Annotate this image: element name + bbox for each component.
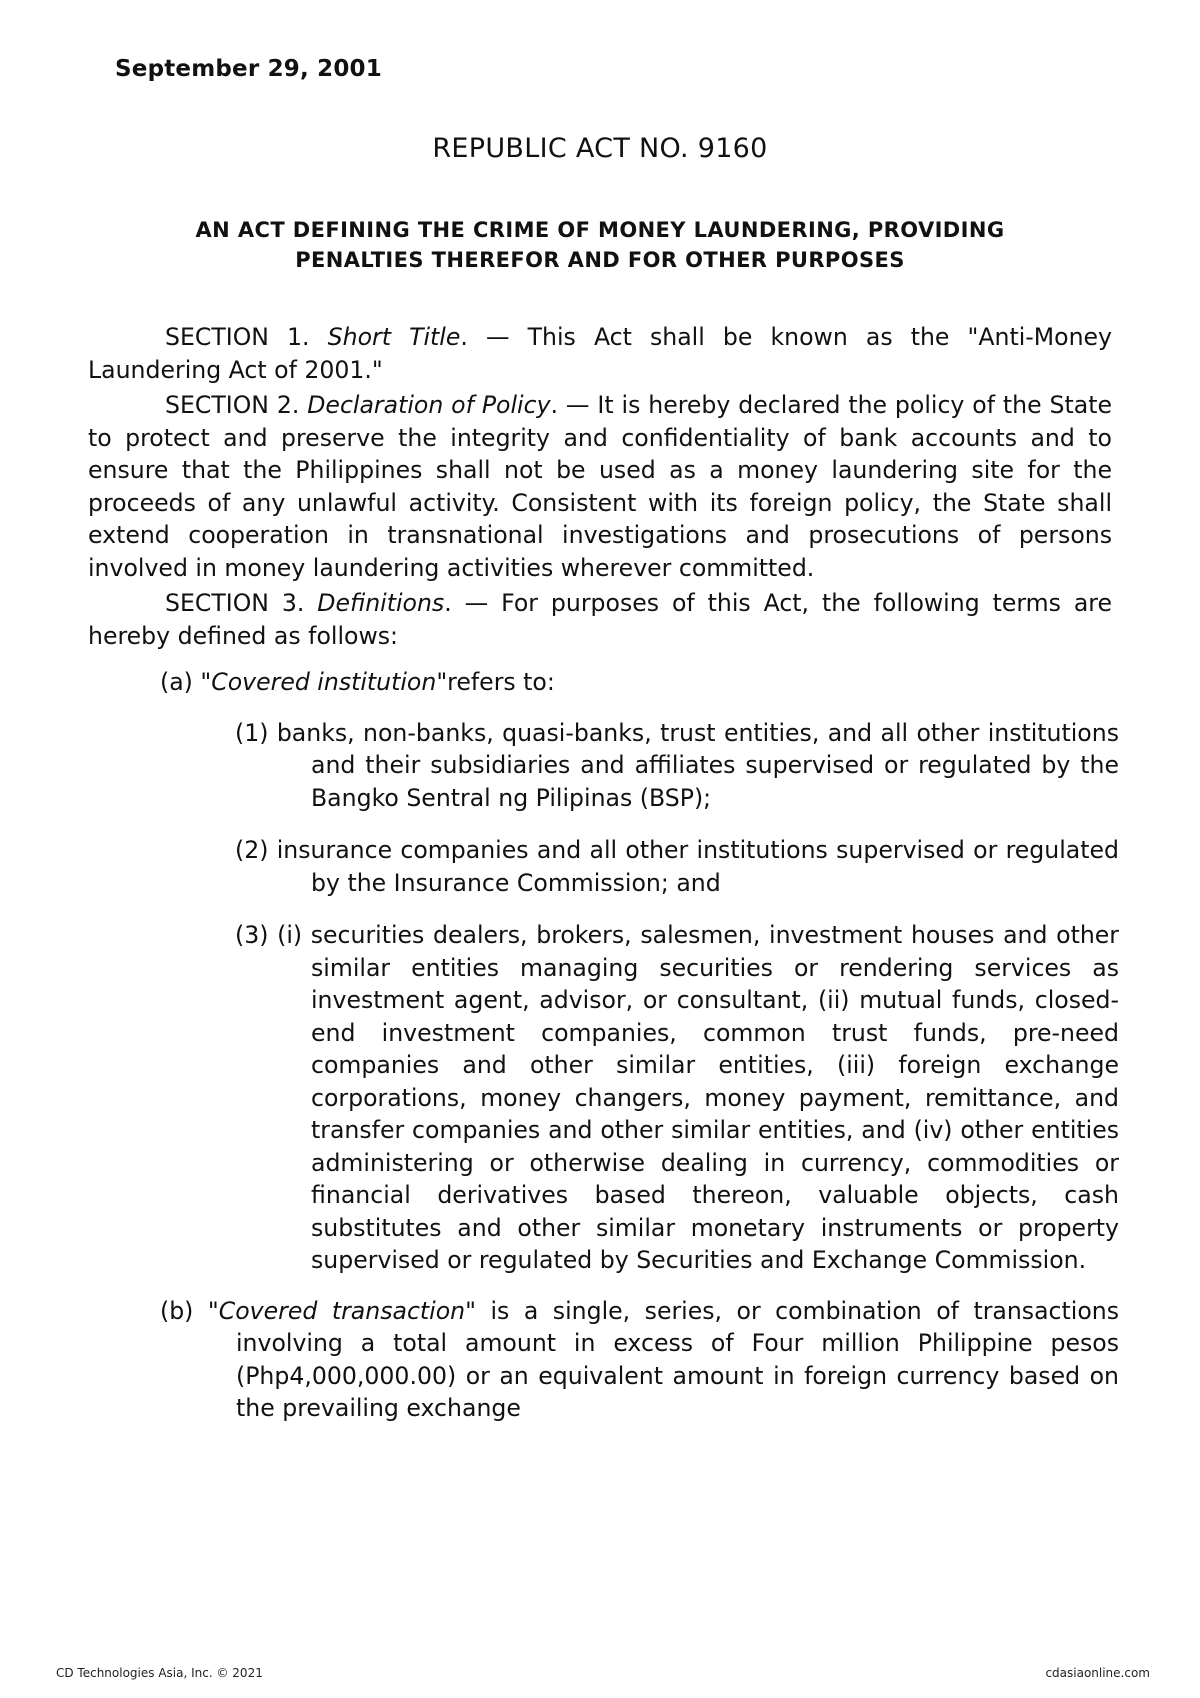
section-number: SECTION 2. [165, 391, 300, 419]
footer-copyright: CD Technologies Asia, Inc. © 2021 [56, 1666, 263, 1680]
sub-item-text: banks, non-banks, quasi-banks, trust entities, and all other institutions and their subsidiaries and affiliates supervised or regulated by the Bangko Sentral ng Pilipinas (BSP); [276, 718, 1119, 812]
section-heading: Definitions [317, 589, 445, 617]
definition-label: (b) [160, 1296, 194, 1325]
definition-term: "Covered transaction" [207, 1296, 476, 1325]
act-title-line-2: PENALTIES THEREFOR AND FOR OTHER PURPOSES [295, 248, 905, 272]
definition-a [88, 666, 1112, 699]
definition-text: refers to: [447, 668, 555, 696]
section-heading: Declaration of Policy [307, 391, 551, 419]
sub-item-label: (1) [235, 718, 269, 747]
document-body [88, 321, 1120, 1425]
sub-item-text: (i) securities dealers, brokers, salesmen, investment houses and other similar entities managing securities or rendering services as investment agent, advisor, or consultant, (ii) mutual funds, closed-end investment companies, common trust funds, pre-need companies and other similar entities, (iii) foreign exchange corporations, money changers, money payment, remittance, and transfer companies and other similar entities, and (iv) other entities administering or otherwise dealing in currency, commodities or financial derivatives based thereon, valuable objects, cash substitutes and other similar monetary instruments or property supervised or regulated by Securities and Exchange Commission. [277, 921, 1119, 1274]
definition-a-item-2 [235, 834, 1119, 899]
section-1 [88, 321, 1112, 386]
section-text: . — It is hereby declared the policy of the State to protect and preserve the integrity and confidentiality of bank accounts and to ensure that the Philippines shall not be used as a money laundering site for the proceeds of any unlawful activity. Consistent with its foreign policy, the State shall extend cooperation in transnational investigations and prosecutions of persons involved in money laundering activities wherever committed. [88, 391, 1112, 582]
section-text: . — This Act shall be known as the "Anti-Money Laundering Act of 2001." [88, 323, 1112, 384]
section-number: SECTION 1. [165, 323, 310, 351]
definition-term: "Covered institution" [200, 668, 448, 696]
section-text: . — For purposes of this Act, the following terms are hereby defined as follows: [88, 589, 1112, 650]
definition-b [160, 1295, 1119, 1425]
act-title [110, 215, 1090, 275]
act-title-line-1: AN ACT DEFINING THE CRIME OF MONEY LAUNDERING, PROVIDING [195, 218, 1005, 242]
sub-item-label: (2) [235, 836, 269, 864]
definition-label: (a) [160, 668, 193, 696]
sub-item-label: (3) [235, 921, 269, 949]
definition-a-item-1 [235, 717, 1119, 815]
section-3 [88, 587, 1112, 652]
act-number: REPUBLIC ACT NO. 9160 [432, 133, 768, 164]
footer-website: cdasiaonline.com [1045, 1666, 1150, 1680]
sub-item-text: insurance companies and all other institutions supervised or regulated by the Insurance Commission; and [276, 836, 1119, 897]
section-number: SECTION 3. [165, 589, 305, 617]
section-heading: Short Title [327, 323, 461, 351]
section-2 [88, 389, 1112, 584]
definition-text: is a single, series, or combination of transactions involving a total amount in excess of Four million Philippine pesos (Php4,000,000.00) or an equivalent amount in foreign currency based on the prevailing exchange [236, 1296, 1120, 1422]
definition-a-item-3 [235, 919, 1119, 1277]
document-date: September 29, 2001 [115, 56, 382, 82]
